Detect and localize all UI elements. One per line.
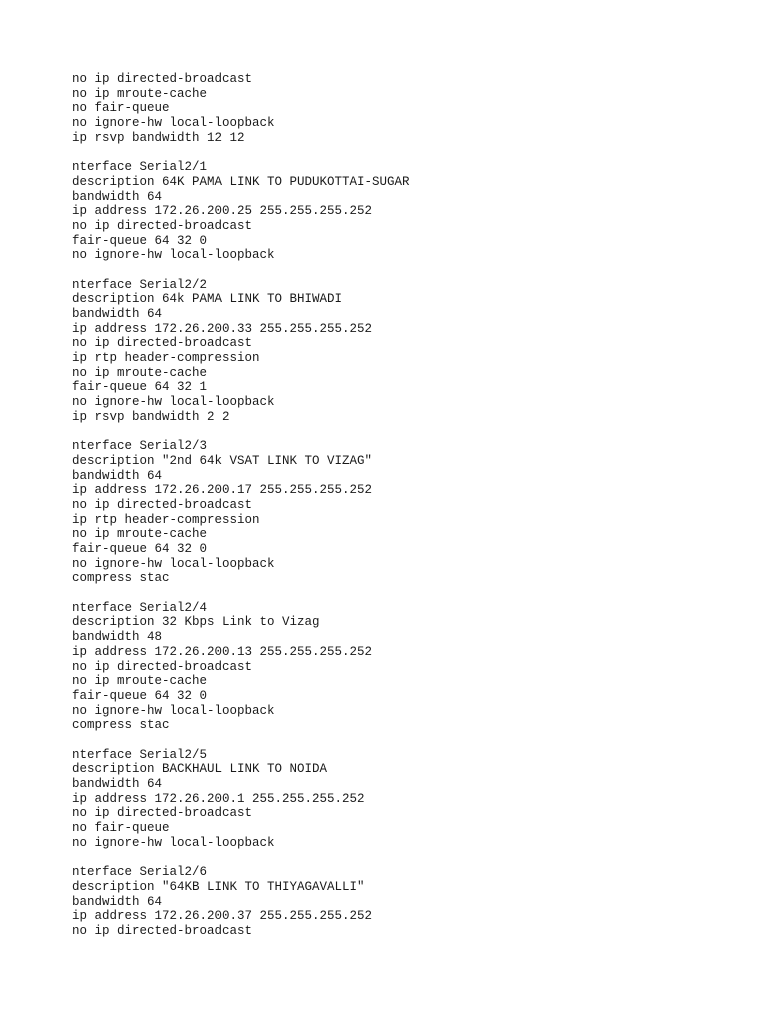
config-block [72, 439, 732, 586]
config-line: ip rtp header-compression [72, 512, 260, 527]
config-line: ip rsvp bandwidth 12 12 [72, 130, 245, 145]
config-line: ip address 172.26.200.33 255.255.255.252 [72, 321, 373, 336]
config-line: bandwidth 48 [72, 630, 163, 645]
config-line: no ignore-hw local-loopback [72, 248, 275, 263]
router-config-text [72, 72, 732, 953]
config-line: nterface Serial2/4 [72, 600, 208, 615]
config-line: description 64K PAMA LINK TO PUDUKOTTAI-SUGAR [72, 174, 410, 189]
config-line: ip rsvp bandwidth 2 2 [72, 409, 230, 424]
config-line: nterface Serial2/2 [72, 277, 208, 292]
config-line: no ip mroute-cache [72, 365, 208, 380]
config-line: nterface Serial2/3 [72, 439, 208, 454]
config-line: no ip mroute-cache [72, 86, 208, 101]
config-line: ip address 172.26.200.25 255.255.255.252 [72, 204, 373, 219]
config-line: description "64KB LINK TO THIYAGAVALLI" [72, 879, 365, 894]
config-line: no ip directed-broadcast [72, 659, 253, 674]
config-block [72, 278, 732, 425]
config-block [72, 160, 732, 263]
config-block [72, 601, 732, 733]
config-line: description 32 Kbps Link to Vizag [72, 615, 320, 630]
config-line: no ignore-hw local-loopback [72, 835, 275, 850]
config-line: no ignore-hw local-loopback [72, 116, 275, 131]
config-line: ip address 172.26.200.1 255.255.255.252 [72, 791, 365, 806]
config-line: ip address 172.26.200.17 255.255.255.252 [72, 483, 373, 498]
config-line: bandwidth 64 [72, 189, 163, 204]
config-line: no ip directed-broadcast [72, 336, 253, 351]
config-line: no ip directed-broadcast [72, 72, 253, 86]
config-line: ip address 172.26.200.13 255.255.255.252 [72, 644, 373, 659]
config-line: bandwidth 64 [72, 894, 163, 909]
config-line: description "2nd 64k VSAT LINK TO VIZAG" [72, 453, 373, 468]
config-line: no ip directed-broadcast [72, 806, 253, 821]
config-block [72, 72, 732, 145]
config-line: bandwidth 64 [72, 777, 163, 791]
config-line: ip address 172.26.200.37 255.255.255.252 [72, 909, 373, 924]
config-line: nterface Serial2/1 [72, 160, 208, 175]
config-line: nterface Serial2/6 [72, 865, 208, 880]
config-block [72, 748, 732, 851]
config-line: no ip mroute-cache [72, 527, 208, 542]
config-line: description BACKHAUL LINK TO NOIDA [72, 762, 328, 777]
config-line: bandwidth 64 [72, 468, 163, 483]
config-line: fair-queue 64 32 0 [72, 233, 208, 248]
config-line: no fair-queue [72, 821, 170, 836]
config-line: compress stac [72, 571, 170, 586]
config-line: no ip mroute-cache [72, 674, 208, 689]
config-line: no ignore-hw local-loopback [72, 556, 275, 571]
config-line: fair-queue 64 32 0 [72, 688, 208, 703]
config-line: ip rtp header-compression [72, 351, 260, 366]
config-line: nterface Serial2/5 [72, 747, 208, 762]
config-line: no ip directed-broadcast [72, 497, 253, 512]
config-line: fair-queue 64 32 1 [72, 380, 208, 395]
config-line: no ip directed-broadcast [72, 923, 253, 938]
config-line: no ignore-hw local-loopback [72, 703, 275, 718]
config-line: no ip directed-broadcast [72, 218, 253, 233]
config-line: fair-queue 64 32 0 [72, 542, 208, 556]
config-line: compress stac [72, 718, 170, 733]
config-line: no ignore-hw local-loopback [72, 395, 275, 410]
config-block [72, 865, 732, 938]
config-line: no fair-queue [72, 101, 170, 116]
config-line: description 64k PAMA LINK TO BHIWADI [72, 292, 343, 307]
config-line: bandwidth 64 [72, 307, 163, 321]
